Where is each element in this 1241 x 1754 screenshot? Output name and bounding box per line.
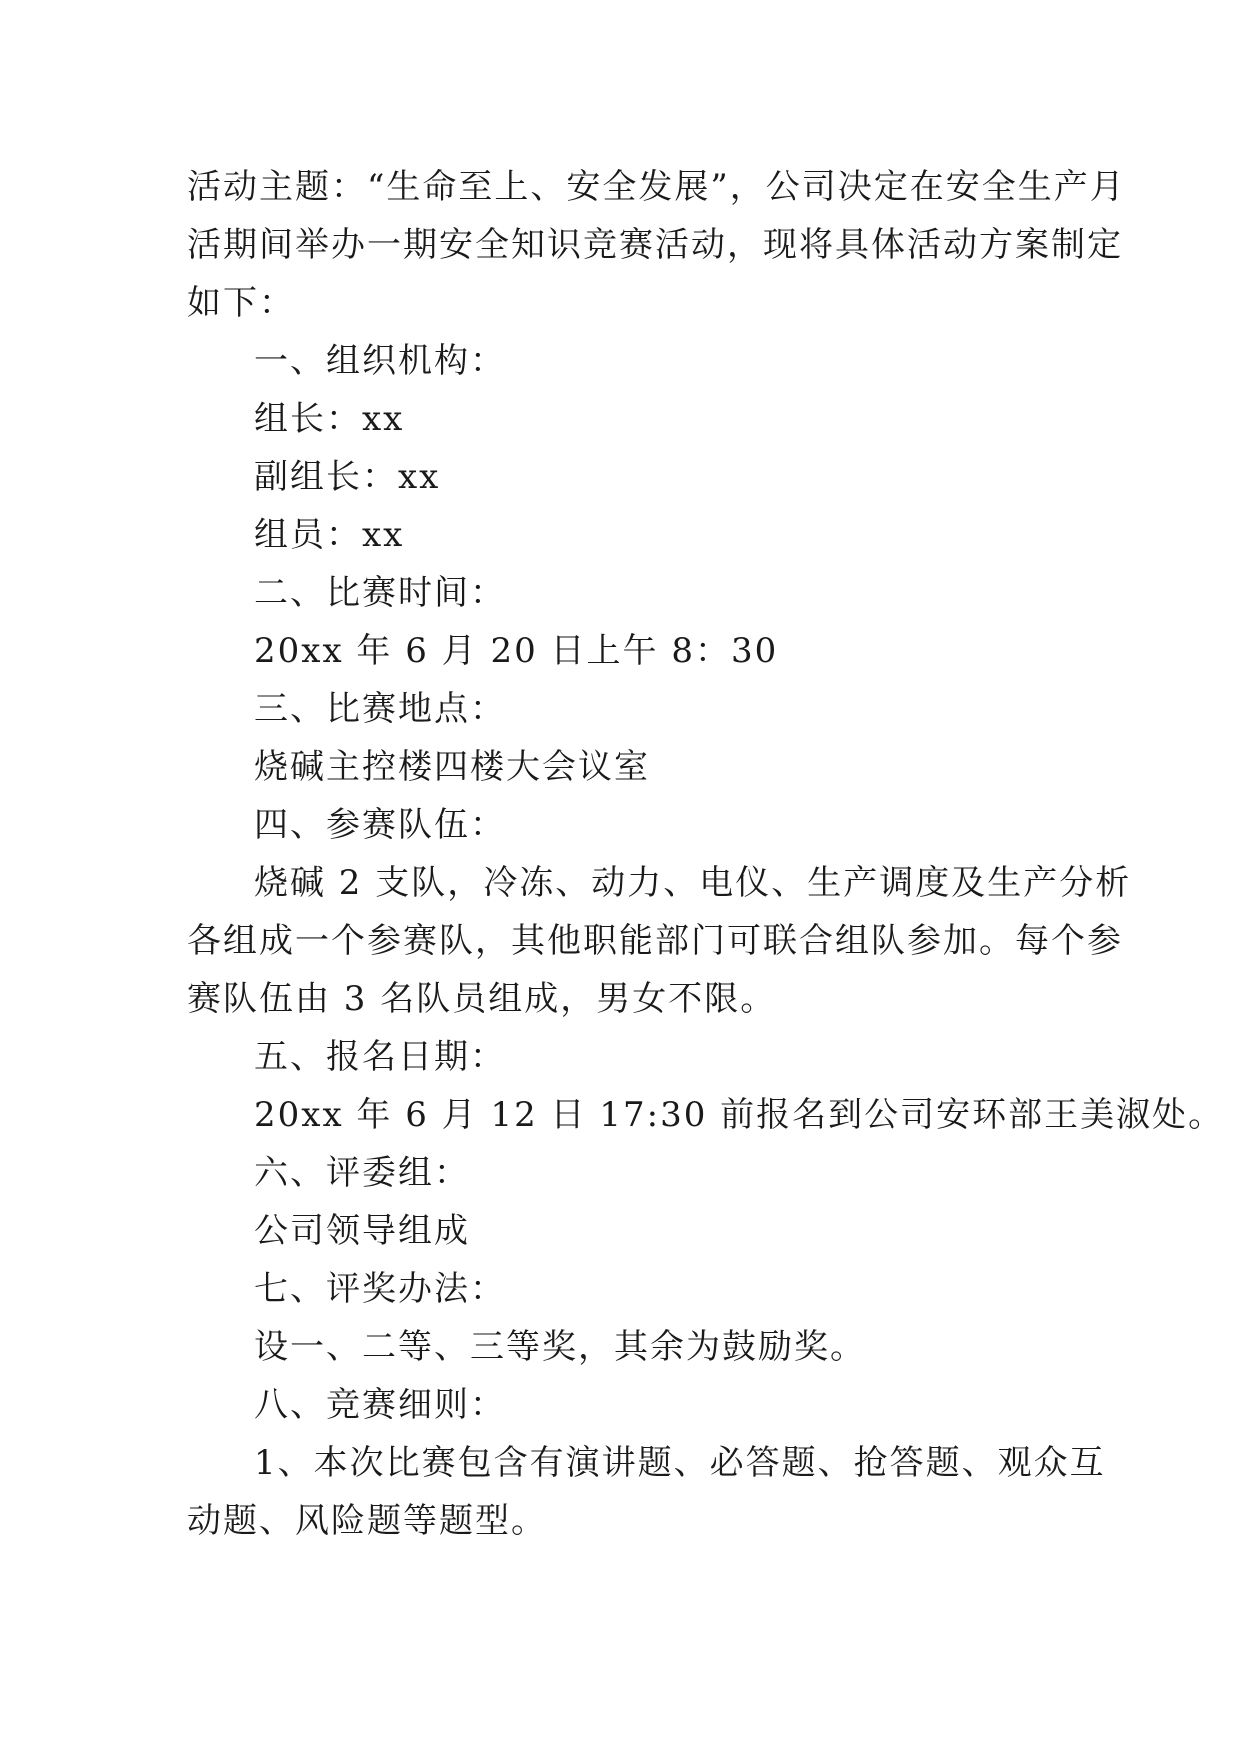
section-heading: 四、参赛队伍： (254, 805, 506, 845)
section-heading: 五、报名日期： (254, 1037, 506, 1077)
section-heading: 六、评委组： (254, 1153, 470, 1193)
paragraph-line: 公司领导组成 (254, 1211, 470, 1251)
paragraph-line: 副组长：xx (254, 457, 441, 497)
section-heading: 八、竞赛细则： (254, 1385, 506, 1425)
paragraph-line: 组长：xx (254, 399, 405, 439)
section-heading: 一、组织机构： (254, 341, 506, 381)
paragraph-line: 20xx 年 6 月 20 日上午 8：30 (254, 631, 779, 671)
paragraph-line: 活期间举办一期安全知识竞赛活动，现将具体活动方案制定 (187, 225, 1123, 265)
section-heading: 二、比赛时间： (254, 573, 506, 613)
paragraph-line: 各组成一个参赛队，其他职能部门可联合组队参加。每个参 (187, 921, 1123, 961)
document-body (187, 158, 1225, 1550)
paragraph-line: 活动主题：“生命至上、安全发展”，公司决定在安全生产月 (187, 167, 1126, 207)
paragraph-line: 1、本次比赛包含有演讲题、必答题、抢答题、观众互 (254, 1443, 1106, 1483)
paragraph-line: 烧碱 2 支队，冷冻、动力、电仪、生产调度及生产分析 (254, 863, 1132, 903)
paragraph-line: 如下： (187, 283, 295, 323)
paragraph-line: 动题、风险题等题型。 (187, 1501, 547, 1541)
section-heading: 七、评奖办法： (254, 1269, 506, 1309)
paragraph-line: 20xx 年 6 月 12 日 17:30 前报名到公司安环部王美淑处。 (254, 1095, 1225, 1135)
paragraph-line: 赛队伍由 3 名队员组成，男女不限。 (187, 979, 777, 1019)
paragraph-line: 组员：xx (254, 515, 405, 555)
section-heading: 三、比赛地点： (254, 689, 506, 729)
paragraph-line: 设一、二等、三等奖，其余为鼓励奖。 (254, 1327, 866, 1367)
paragraph-line: 烧碱主控楼四楼大会议室 (254, 747, 650, 787)
